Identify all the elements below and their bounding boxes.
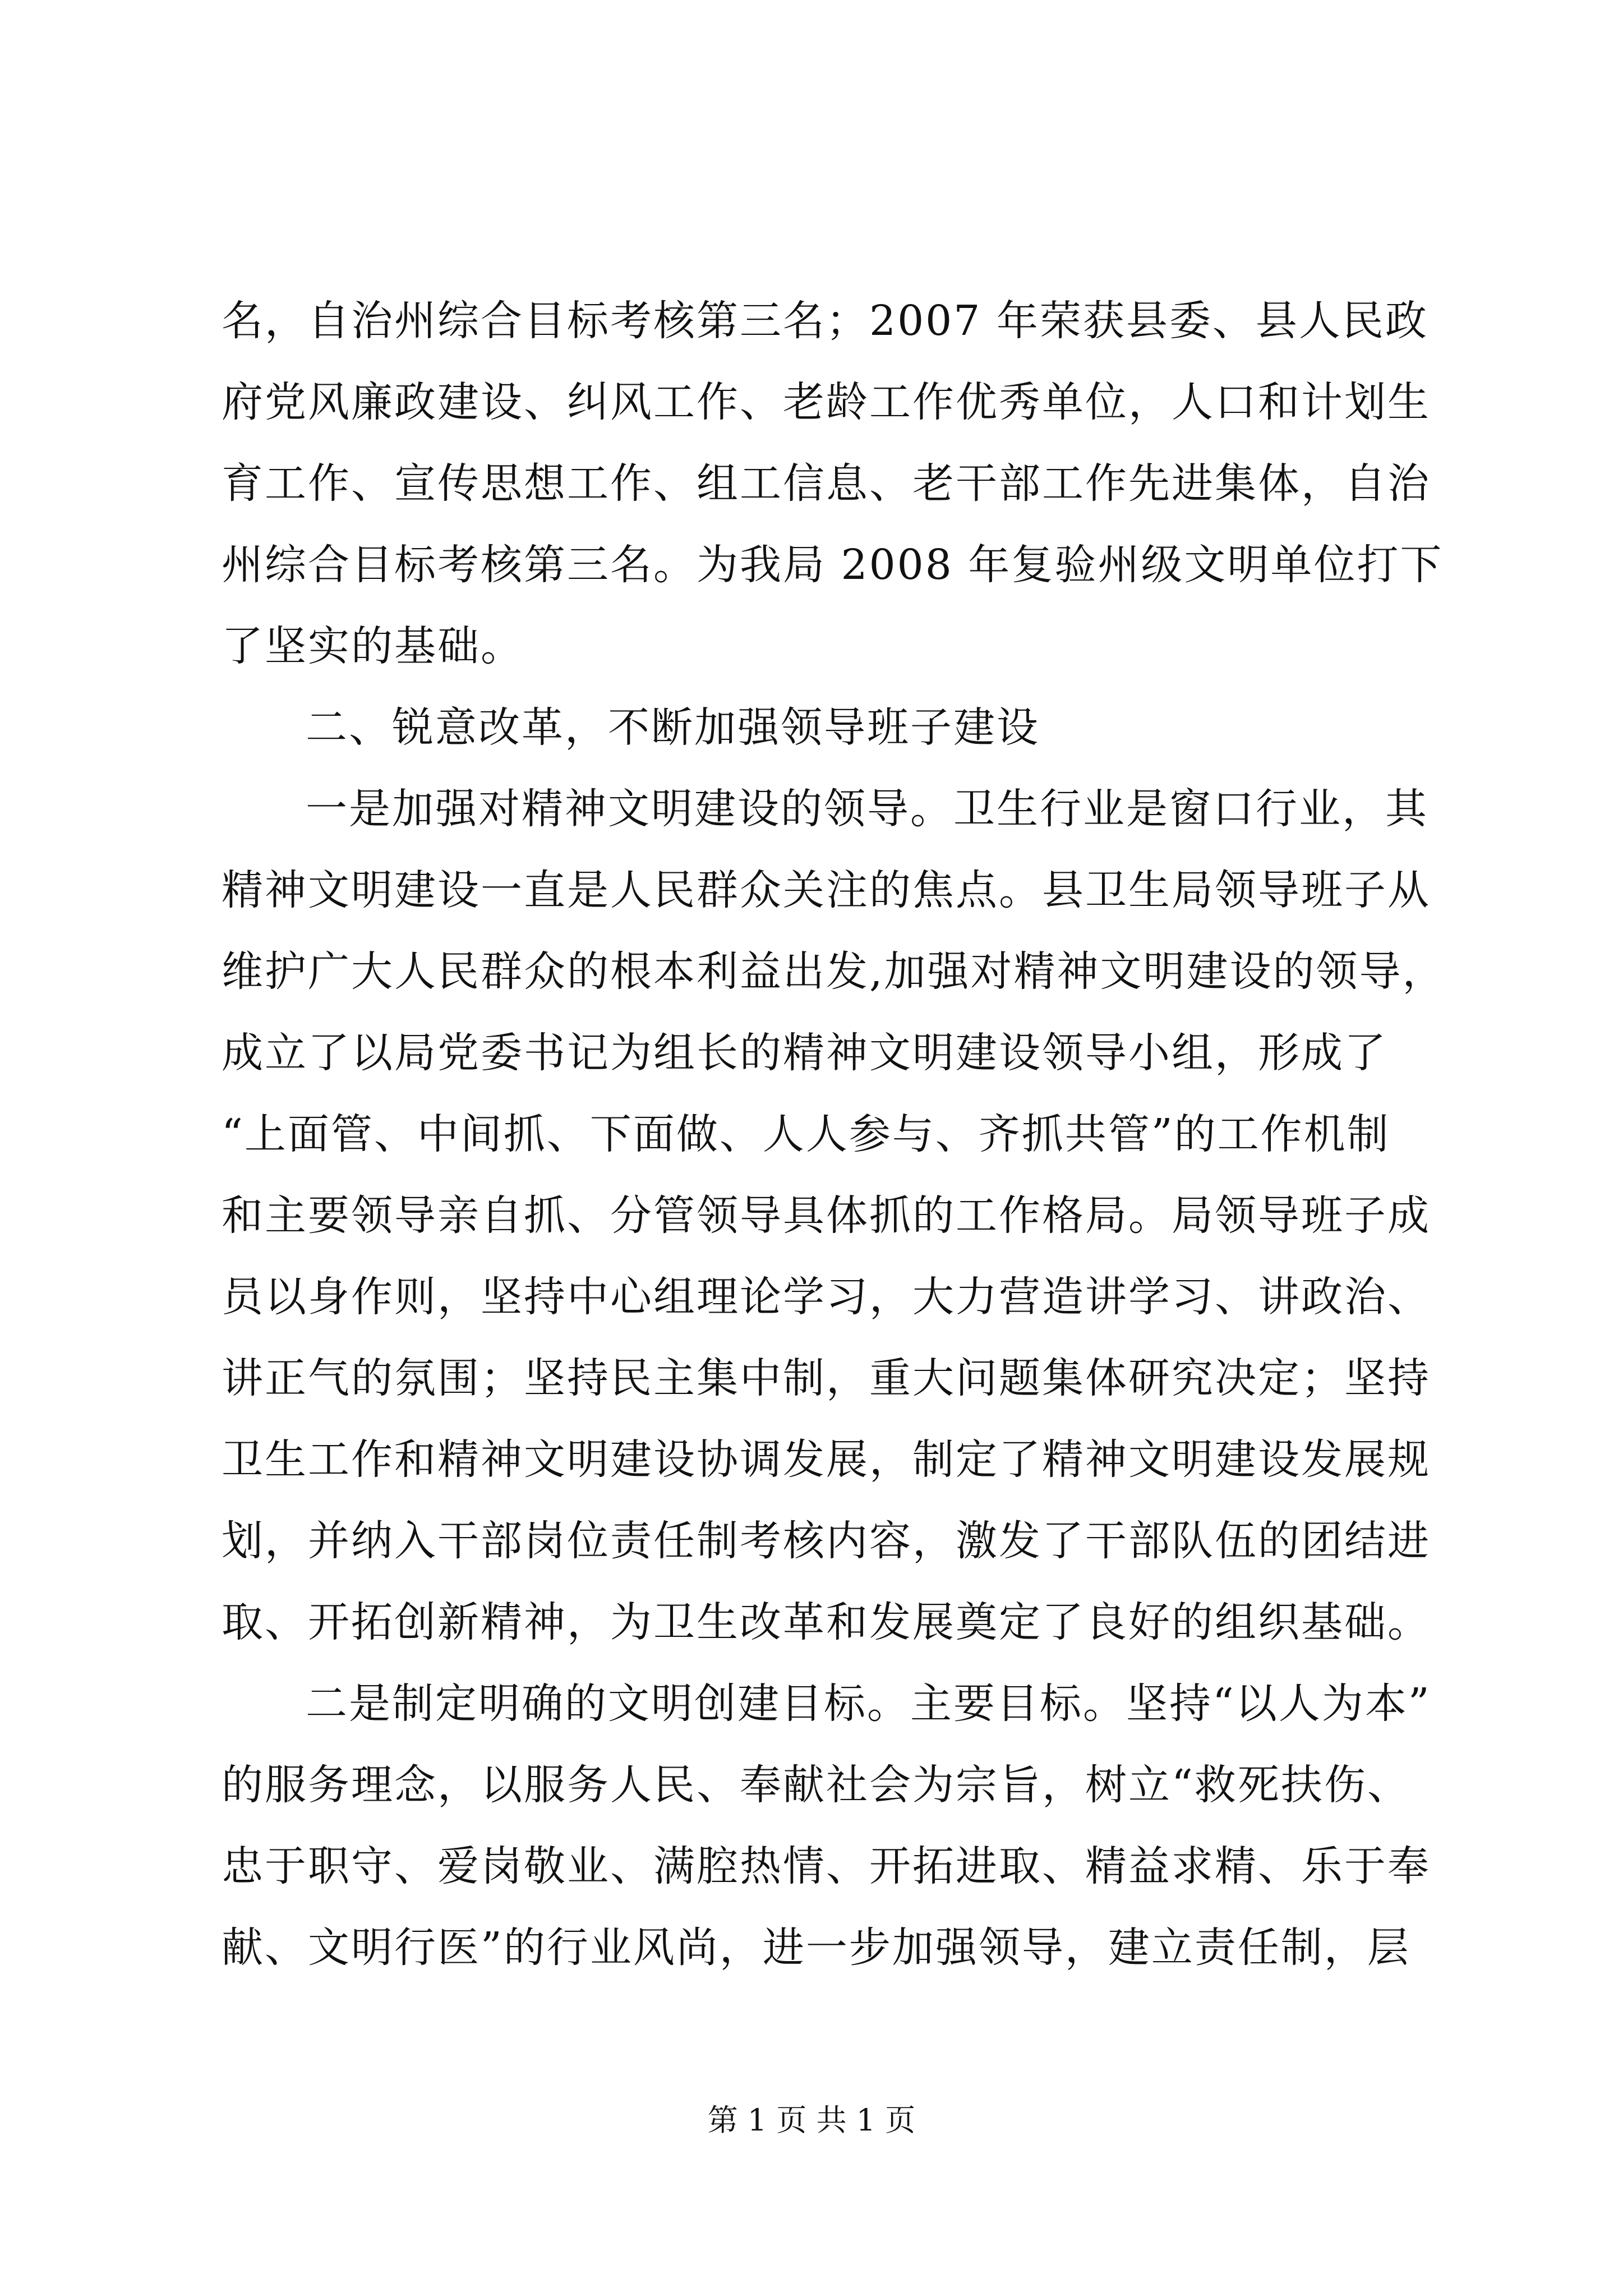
text-line: 员以身作则，坚持中心组理论学习，大力营造讲学习、讲政治、 [222,1273,1431,1321]
page-footer: 第 1 页 共 1 页 [707,2102,916,2138]
text-line: 取、开拓创新精神，为卫生改革和发展奠定了良好的组织基础。 [222,1598,1431,1646]
text-line: 忠于职守、爱岗敬业、满腔热情、开拓进取、精益求精、乐于奉 [222,1842,1431,1890]
text-line: 州综合目标考核第三名。为我局 2008 年复验州级文明单位打下 [222,541,1444,589]
text-line: “上面管、中间抓、下面做、人人参与、齐抓共管”的工作机制 [222,1110,1390,1158]
text-line: 献、文明行医”的行业风尚，进一步加强领导，建立责任制，层 [222,1924,1410,1972]
text-line: 府党风廉政建设、纠风工作、老龄工作优秀单位，人口和计划生 [222,378,1431,426]
text-line: 卫生工作和精神文明建设协调发展，制定了精神文明建设发展规 [222,1435,1431,1484]
text-line: 二是制定明确的文明创建目标。主要目标。坚持“以人为本” [306,1680,1431,1728]
text-line: 讲正气的氛围；坚持民主集中制，重大问题集体研究决定；坚持 [222,1354,1431,1402]
text-line: 划，并纳入干部岗位责任制考核内容，激发了干部队伍的团结进 [222,1517,1431,1565]
text-line: 维护广大人民群众的根本利益出发,加强对精神文明建设的领导， [222,947,1446,996]
text-line: 的服务理念，以服务人民、奉献社会为宗旨，树立“救死扶伤、 [222,1761,1410,1809]
text-line: 精神文明建设一直是人民群众关注的焦点。县卫生局领导班子从 [222,866,1431,914]
section-heading: 二、锐意改革，不断加强领导班子建设 [306,703,1040,752]
text-line: 成立了以局党委书记为组长的精神文明建设领导小组，形成了 [222,1029,1387,1077]
text-line: 了坚实的基础。 [222,622,524,670]
text-line: 一是加强对精神文明建设的领导。卫生行业是窗口行业，其 [306,785,1428,833]
document-body [222,280,1446,1989]
text-line: 和主要领导亲自抓、分管领导具体抓的工作格局。局领导班子成 [222,1191,1431,1240]
text-line: 名，自治州综合目标考核第三名；2007 年荣获县委、县人民政 [222,297,1428,345]
text-line: 育工作、宣传思想工作、组工信息、老干部工作先进集体，自治 [222,459,1431,508]
